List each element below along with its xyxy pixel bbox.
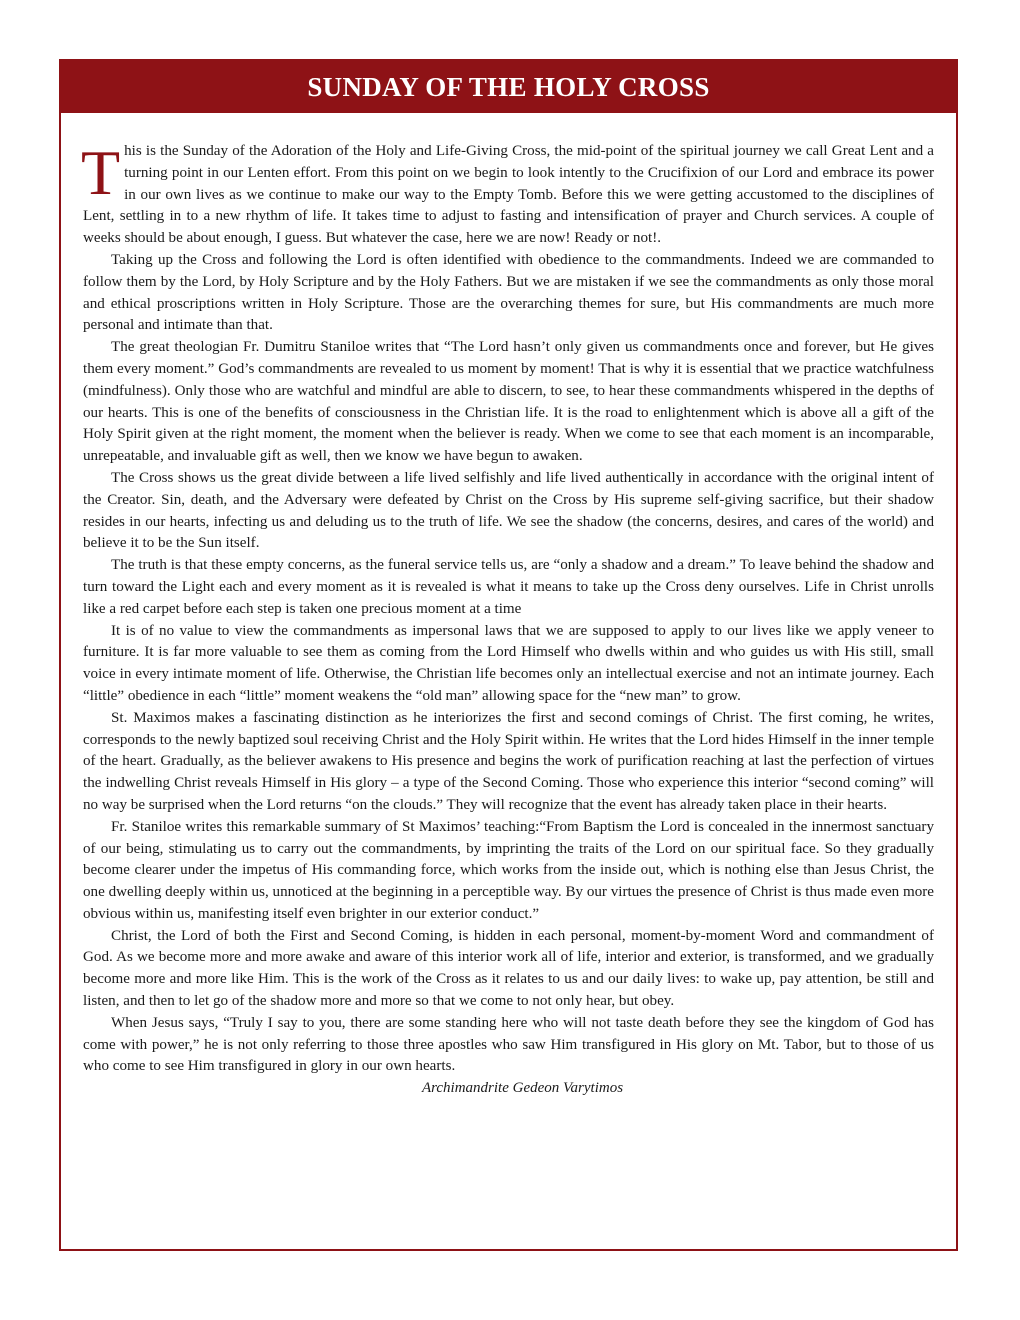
paragraph-9: Christ, the Lord of both the First and Second Coming, is hidden in each personal, moment-by-moment Word and commandment of God. As we become more and more awake and aware of this interior work all of life, interior and exterior, is transformed, and we gradually become more and more like Him. This is the work of the Cross as it relates to us and our daily lives: to wake up, pay attention, be still and listen, and then to let go of the shadow more and more so that we come to not only hear, but obey. [83, 927, 934, 1010]
paragraph-10: When Jesus says, “Truly I say to you, there are some standing here who will not taste death before they see the kingdom of God has come with power,” he is not only referring to those three apostles who saw Him transfigured in His glory on Mt. Tabor, but to those of us who come to see Him transfigured in glory in our own hearts. [83, 1014, 934, 1075]
paragraph-3: The great theologian Fr. Dumitru Staniloe writes that “The Lord hasn’t only given us commandments once and forever, but He gives them every moment.” God’s commandments are revealed to us moment by moment! That is why it is essential that we practice watchfulness (mindfulness). Only those who are watchful and mindful are able to discern, to see, to hear these commandments whispered in the depths of our hearts. This is one of the benefits of consciousness in the Christian life. It is the road to enlightenment which is above all a gift of the Holy Spirit given at the right moment, the moment when the believer is ready. When we come to see that each moment is an incomparable, unrepeatable, and invaluable gift as well, then we know we have begun to awaken. [83, 339, 934, 465]
paragraph-7: St. Maximos makes a fascinating distinction as he interiorizes the first and second comings of Christ. The first coming, he writes, corresponds to the newly baptized soul receiving Christ and the Holy Spirit within. He writes that the Lord hides Himself in the inner temple of the heart. Gradually, as the believer awakens to His presence and begins the work of purification reaching at last the perfection of virtues the indwelling Christ reveals Himself in His glory – a type of the Second Coming. Those who experience this interior “second coming” will no way be surprised when the Lord returns “on the clouds.” They will recognize that the event has already taken place in their hearts. [83, 709, 934, 813]
article-body [81, 137, 934, 1100]
paragraph-4: The Cross shows us the great divide between a life lived selfishly and life lived authentically in accordance with the original intent of the Creator. Sin, death, and the Adversary were defeated by Christ on the Cross by His supreme self-giving sacrifice, but their shadow resides in our hearts, infecting us and deluding us to the truth of life. We see the shadow (the concerns, desires, and cares of the world) and believe it to be the Sun itself. [83, 469, 934, 552]
paragraph-1 [81, 137, 934, 250]
paragraph-6: It is of no value to view the commandments as impersonal laws that we are supposed to apply to our lives like we apply veneer to furniture. It is far more valuable to see them as coming from the Lord Himself who dwells within and who guides us with His still, small voice in every intimate moment of life. Otherwise, the Christian life becomes only an intellectual exercise and not an intimate journey. Each “little” obedience in each “little” moment weakens the “old man” allowing space for the “new man” to grow. [83, 622, 934, 704]
drop-cap: T [81, 137, 121, 208]
paragraph-2: Taking up the Cross and following the Lord is often identified with obedience to the commandments. Indeed we are commanded to follow them by the Lord, by Holy Scripture and by the Holy Fathers. But we are mistaken if we see the commandments as only those moral and ethical proscriptions written in Holy Scripture. Those are the overarching themes for sure, but His commandments are much more personal and intimate than that. [83, 251, 934, 334]
paragraph-5: The truth is that these empty concerns, as the funeral service tells us, are “only a shadow and a dream.” To leave behind the shadow and turn toward the Light each and every moment as it is revealed is what it means to take up the Cross deny ourselves. Life in Christ unrolls like a red carpet before each step is taken one precious moment at a time [83, 557, 934, 617]
page-title: SUNDAY OF THE HOLY CROSS [307, 71, 710, 102]
paragraph-1-text: his is the Sunday of the Adoration of the Holy and Life-Giving Cross, the mid-point of the spiritual journey we call Great Lent and a turning point in our Lenten effort. From this point on we begin to look intently to the Crucifixion of our Lord and embrace its power in our own lives as we continue to make our way to the Empty Tomb. Before this we were getting accustomed to the disciplines of Lent, settling in to a new rhythm of life. It takes time to adjust to fasting and intensification of prayer and Church services. A couple of weeks should be about enough, I guess. But whatever the case, here we are now! Ready or not!. [83, 143, 934, 247]
paragraph-8: Fr. Staniloe writes this remarkable summary of St Maximos’ teaching:“From Baptism the Lord is concealed in the innermost sanctuary of our being, stimulating us to carry out the commandments, by imprinting the traits of the Lord on our spiritual face. So they gradually become clearer under the impetus of His commanding force, which works from the inside out, which is nothing else than Jesus Christ, the one dwelling deeply within us, unnoticed at the beginning in a perceptible way. By our virtues the presence of Christ is thus made even more obvious within us, manifesting itself even brighter in our exterior conduct.” [83, 818, 934, 922]
article-frame [59, 59, 958, 1251]
author-signature: Archimandrite Gedeon Varytimos [421, 1080, 624, 1097]
title-banner [61, 61, 956, 113]
